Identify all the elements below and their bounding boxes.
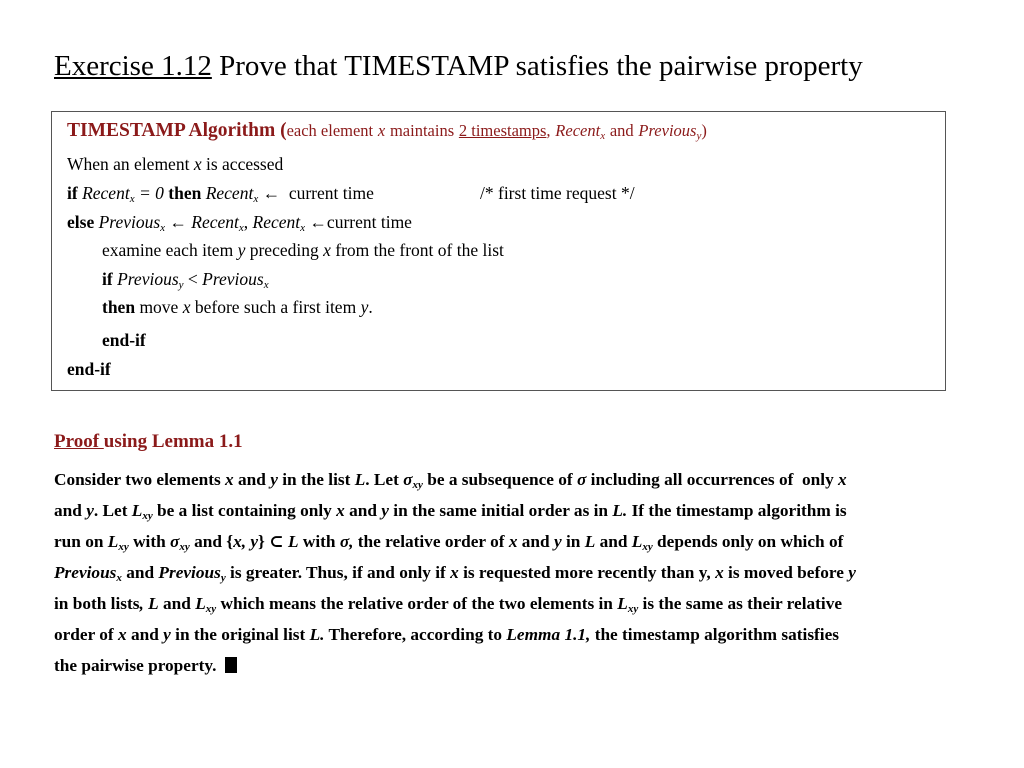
qed-square-icon [225,657,237,673]
proof-line: Previous$_x$ and Previous$_y$ is greater. Thus, if and only if x is requested more recently than y, x is moved before y [54,563,856,584]
first-request-comment: /* first time request */ [480,183,635,203]
algorithm-box [51,111,946,391]
exercise-label: Exercise 1.12 [54,50,212,82]
proof-link[interactable]: Proof [54,431,104,452]
algo-line-if: if Recent$_x$ = 0 then Recent$_x$ ← current time /* first time request */ [67,183,635,205]
two-timestamps-text: 2 timestamps [458,121,547,140]
proof-line: Consider two elements x and y in the list L. Let $\sigma_{xy}$ be a subsequence of σ including all occurrences of only x [54,470,847,491]
algo-line-end-if: end-if [67,359,111,379]
proof-line: in both lists, L and $L_{xy}$ which means the relative order of the two elements in $L_{xy}$ is the same as their relative [54,594,843,615]
proof-line: the pairwise property. [54,656,237,676]
proof-line: order of x and y in the original list L. Therefore, according to Lemma 1.1, the timestamp algorithm satisfies [54,625,839,644]
algo-line-else: else Previous$_x$ ← Recent$_x$, Recent$_x$ ←current time [67,212,412,234]
proof-line: and y. Let $L_{xy}$ be a list containing only x and y in the same initial order as in L. If the timestamp algorithm is [54,501,847,522]
proof-line: run on $L_{xy}$ with $\sigma_{xy}$ and {x, y} ⊂ L with σ, the relative order of x and y in L and $L_{xy}$ depends only on which of [54,532,844,553]
algo-line-inner-end-if: end-if [102,330,146,350]
algo-line-examine: examine each item y preceding x from the front of the list [102,240,504,260]
exercise-text: Prove that TIMESTAMP satisfies the pairwise property [219,50,863,82]
algo-line-then-move: then move x before such a first item y. [102,297,373,317]
page-title [54,50,863,83]
algo-line-accessed: When an element x is accessed [67,154,284,174]
algorithm-heading: TIMESTAMP Algorithm (each element x maintains 2 timestamps, Recent$_x$ and Previous$_y$) [67,120,707,142]
proof-heading: Proof using Lemma 1.1 [54,431,243,452]
algo-line-inner-if: if Previous$_y$ < Previous$_x$ [102,269,269,291]
